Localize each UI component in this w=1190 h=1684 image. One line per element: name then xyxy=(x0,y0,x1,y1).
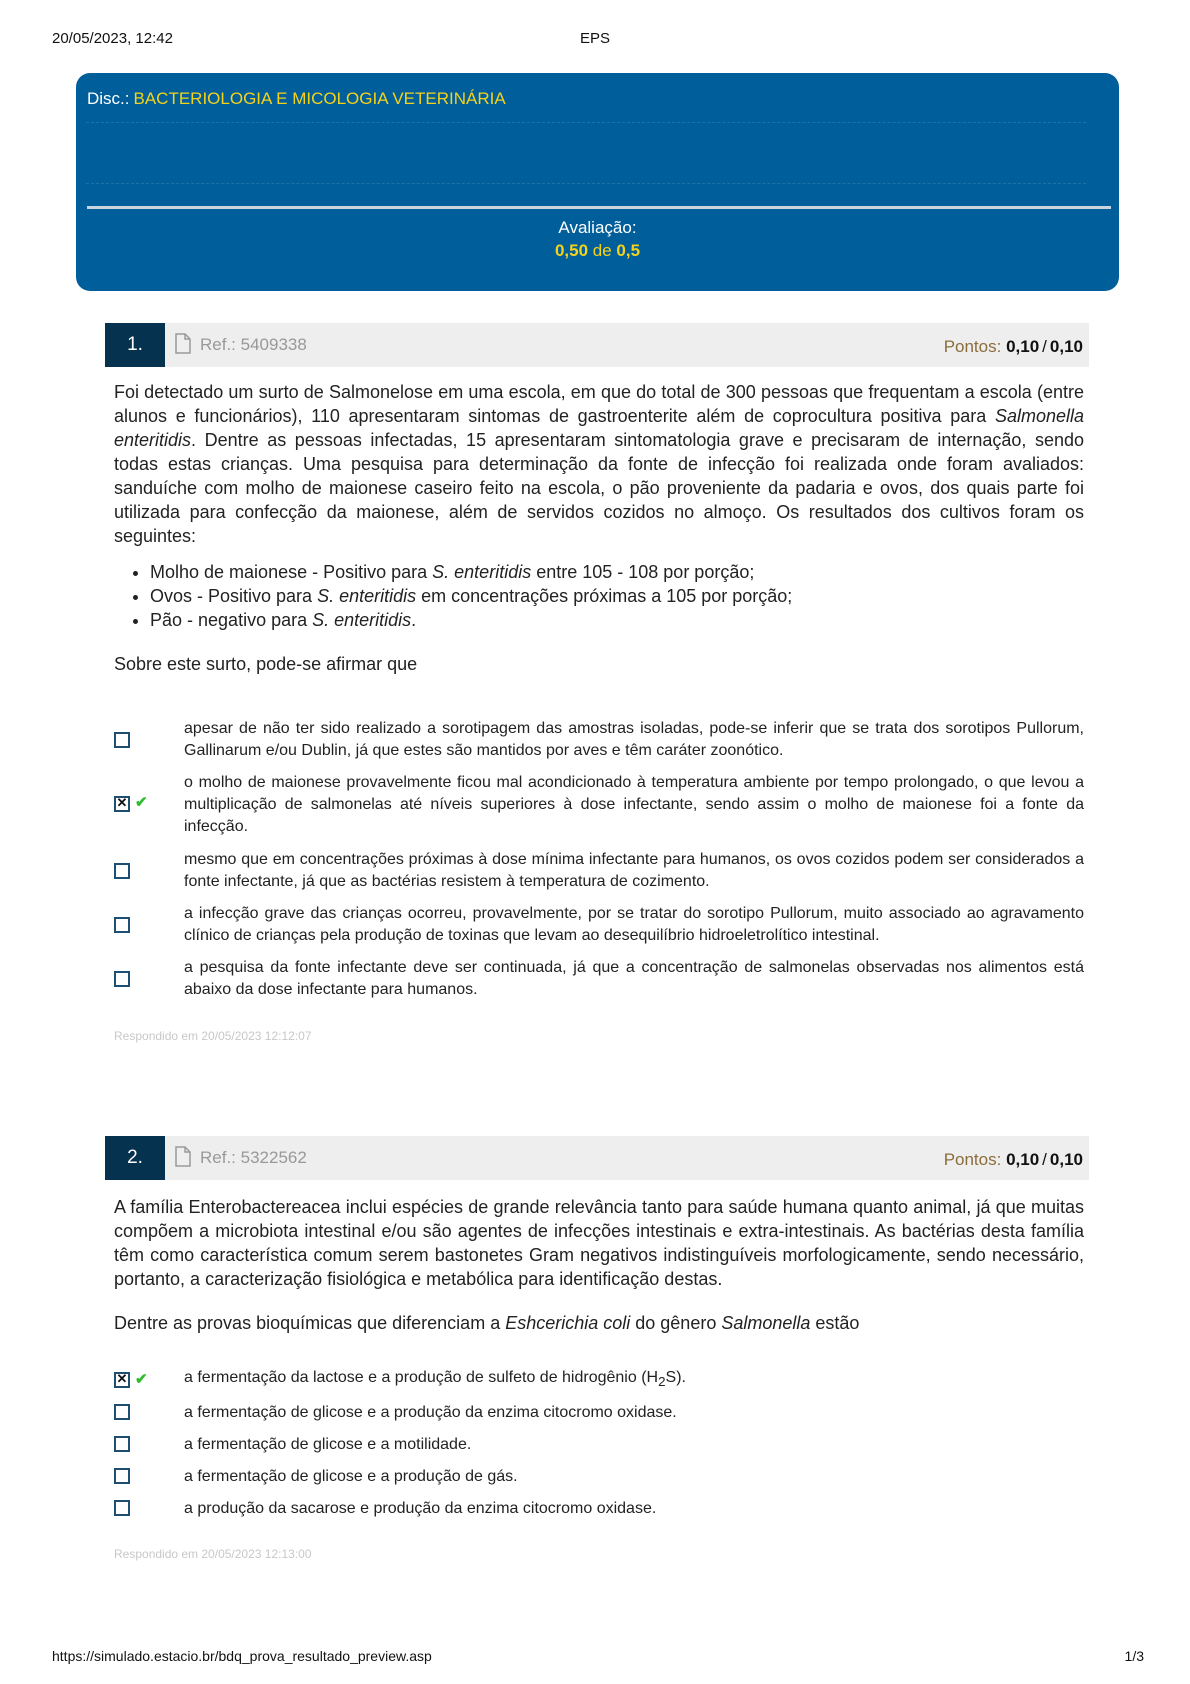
print-title: EPS xyxy=(579,30,610,47)
redacted-line xyxy=(86,183,1086,186)
question-statement xyxy=(114,380,1084,676)
option-checkbox[interactable] xyxy=(114,863,130,879)
option-checkbox[interactable] xyxy=(114,1404,130,1420)
correct-check-icon: ✔ xyxy=(135,1371,148,1388)
discipline xyxy=(87,89,506,109)
option-checkbox-checked[interactable] xyxy=(114,796,130,812)
option-checkbox-checked[interactable] xyxy=(114,1372,130,1388)
option-checkbox[interactable] xyxy=(114,1468,130,1484)
list-item: • Molho de maionese - Positivo para S. enteritidis entre 105 - 108 por porção; xyxy=(150,560,1084,584)
document-icon xyxy=(175,1146,191,1167)
option-checkbox[interactable] xyxy=(114,732,130,748)
option-text: a fermentação de glicose e a produção da enzima citocromo oxidase. xyxy=(184,1404,677,1421)
points-label: Pontos: xyxy=(943,337,1002,356)
evaluation-label: Avaliação: xyxy=(558,218,637,237)
points-max: 0,10 xyxy=(1049,337,1083,356)
option-text: a fermentação da lactose e a produção de sulfeto de hidrogênio $(H_2S)$. xyxy=(184,1369,686,1390)
question-ref: Ref.: 5409338 xyxy=(200,335,307,354)
statement-paragraph xyxy=(114,380,1084,548)
option-text: a fermentação de glicose e a produção de gás. xyxy=(184,1468,518,1485)
score-max: 0,5 xyxy=(616,241,641,260)
question-ref: Ref.: 5322562 xyxy=(200,1148,307,1167)
points-label: Pontos: xyxy=(943,1150,1002,1169)
correct-check-icon: ✔ xyxy=(135,794,148,811)
banner-divider xyxy=(87,206,1111,209)
option-checkbox[interactable] xyxy=(114,917,130,933)
points-max: 0,10 xyxy=(1049,1150,1083,1169)
points-sep: / xyxy=(1042,1150,1047,1169)
list-item: • Pão - negativo para S. enteritidis. xyxy=(150,608,1084,632)
option-text: a pesquisa da fonte infectante deve ser continuada, já que a concentração de salmonelas observadas nos alimentos está abaixo da dose infectante para humanos. xyxy=(184,959,1084,998)
document-icon xyxy=(175,333,191,354)
points-sep: / xyxy=(1042,337,1047,356)
evaluation-score xyxy=(76,241,1119,261)
option-checkbox[interactable] xyxy=(114,1436,130,1452)
score-value: 0,50 xyxy=(554,241,589,260)
question-header xyxy=(105,1136,1089,1180)
page-number: 1/3 xyxy=(1124,1648,1144,1664)
option-text: a fermentação de glicose e a motilidade. xyxy=(184,1436,472,1453)
points-value: 0,10 xyxy=(1006,1150,1040,1169)
species-name: Salmonella enteritidis xyxy=(114,406,1084,450)
score-of: de xyxy=(592,241,612,260)
question-prompt: Sobre este surto, pode-se afirmar que xyxy=(114,654,418,674)
option-text: o molho de maionese provavelmente ficou mal acondicionado à temperatura ambiente por tempo prolongado, o que levou a multiplicação de salmonelas até níveis superiores à dose infectante, sendo assim o molho de maionese foi a fonte da infecção. xyxy=(184,774,1084,835)
redacted-line xyxy=(86,122,1086,125)
answered-timestamp: Respondido em 20/05/2023 12:13:00 xyxy=(114,1547,312,1561)
question-number: 1. xyxy=(105,323,165,367)
points-value: 0,10 xyxy=(1006,337,1040,356)
statement-text: Foi detectado um surto de Salmonelose em uma escola, em que do total de 300 pessoas que frequentam a escola (entre alunos e funcionários), 110 apresentaram sintomas de gastroenterite além de coprocultura positiva para xyxy=(114,382,1084,426)
exam-banner xyxy=(76,73,1119,291)
question-points xyxy=(944,337,1083,357)
results-list xyxy=(114,560,1084,632)
question-number: 2. xyxy=(105,1136,165,1180)
question-prompt: Dentre as provas bioquímicas que diferenciam a Eshcerichia coli do gênero Salmonella estão xyxy=(114,1313,860,1333)
option-text: a infecção grave das crianças ocorreu, provavelmente, por se tratar do sorotipo Pullorum, muito associado ao agravamento clínico de crianças pela produção de toxinas que levam ao desequilíbrio hidroeletrolítico intestinal. xyxy=(184,905,1084,944)
option-text: mesmo que em concentrações próximas à dose mínima infectante para humanos, os ovos cozidos podem ser considerados a fonte infectante, já que as bactérias resistem à temperatura de cozimento. xyxy=(184,851,1084,890)
question-header xyxy=(105,323,1089,367)
statement-text: . Dentre as pessoas infectadas, 15 apresentaram sintomatologia grave e precisaram de internação, sendo todas estas crianças. Uma pesquisa para determinação da fonte de infecção foi realizada onde foram avaliados: sanduíche com molho de maionese caseiro feito na escola, o pão proveniente da padaria e ovos, dos quais parte foi utilizada para confecção da maionese, além de servidos cozidos no almoço. Os resultados dos cultivos foram os seguintes: xyxy=(114,430,1084,546)
option-text: a produção da sacarose e produção da enzima citocromo oxidase. xyxy=(184,1500,657,1517)
answered-timestamp: Respondido em 20/05/2023 12:12:07 xyxy=(114,1029,312,1043)
option-text: apesar de não ter sido realizado a sorotipagem das amostras isoladas, pode-se inferir que se trata dos sorotipos Pullorum, Gallinarum e/ou Dublin, já que estes são mantidos por aves e têm caráter zoonótico. xyxy=(184,720,1084,759)
list-item: • Ovos - Positivo para S. enteritidis em concentrações próximas a 105 por porção; xyxy=(150,584,1084,608)
option-checkbox[interactable] xyxy=(114,971,130,987)
question-points xyxy=(944,1150,1083,1170)
question-statement xyxy=(114,1195,1084,1335)
option-checkbox[interactable] xyxy=(114,1500,130,1516)
statement-paragraph: A família Enterobactereacea inclui espécies de grande relevância tanto para saúde humana quanto animal, já que muitas compõem a microbiota intestinal e/ou são agentes de infecções intestinais e extra-intestinais. As bactérias desta família têm como característica comum serem bastonetes Gram negativos indistinguíveis morfologicamente, sendo necessário, portanto, a caracterização fisiológica e metabólica para identificação destas. xyxy=(114,1197,1084,1289)
discipline-label: Disc.: xyxy=(87,89,130,108)
print-date: 20/05/2023, 12:42 xyxy=(52,30,173,47)
print-url: https://simulado.estacio.br/bdq_prova_resultado_preview.asp xyxy=(52,1648,432,1664)
discipline-name: BACTERIOLOGIA E MICOLOGIA VETERINÁRIA xyxy=(133,89,506,108)
